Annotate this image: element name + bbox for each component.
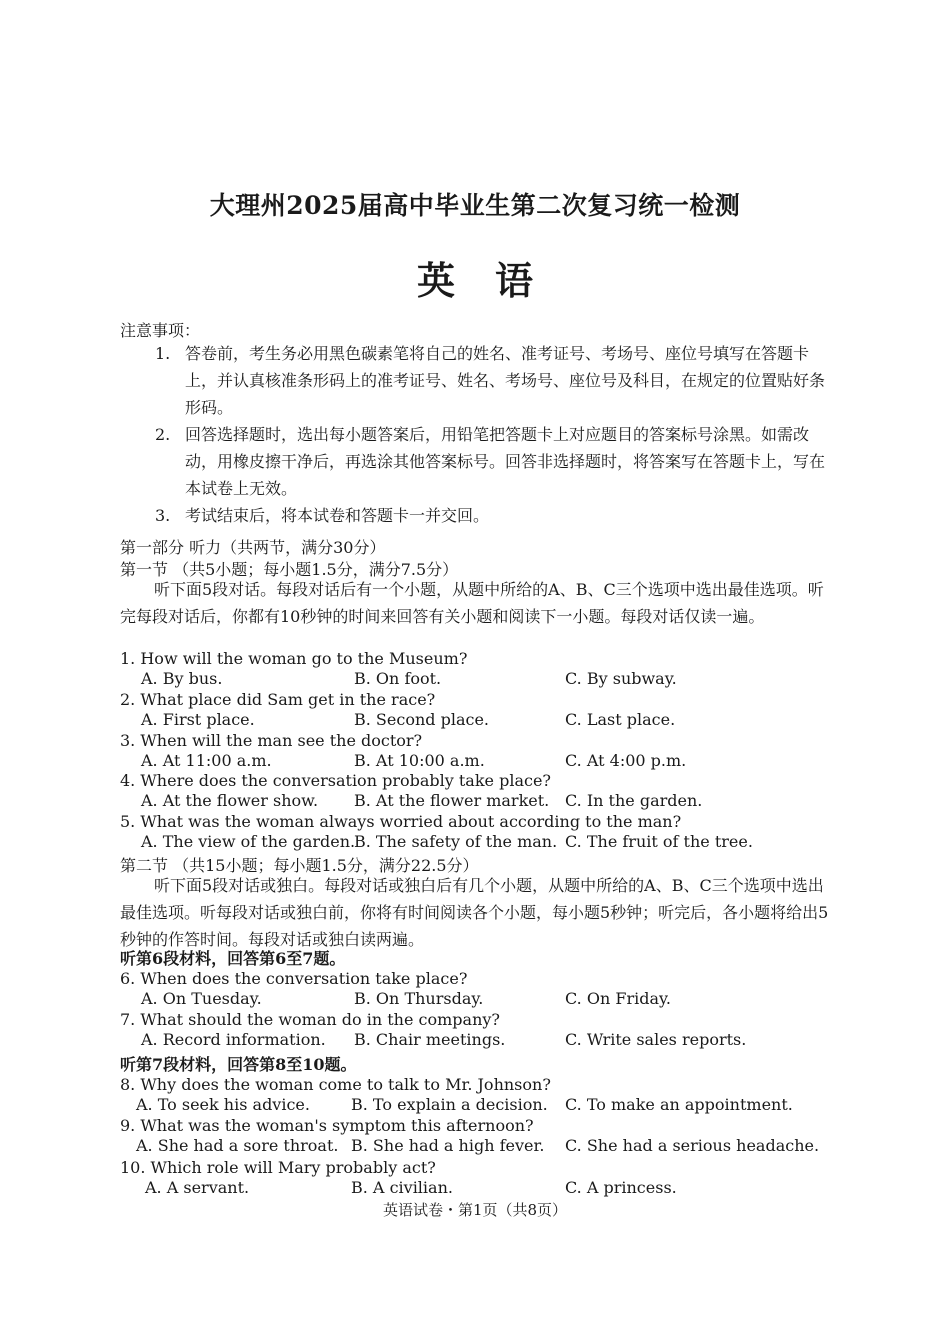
option-a: A. She had a sore throat. (136, 1136, 339, 1155)
option-c: C. Last place. (565, 710, 676, 729)
material-7-heading: 听第7段材料，回答第8至10题。 (120, 1055, 357, 1074)
question-8: 8. Why does the woman come to talk to Mr. Johnson? (120, 1075, 551, 1094)
notice-number: 1. (155, 344, 171, 363)
question-5: 5. What was the woman always worried about according to the man? (120, 812, 682, 831)
question-2: 2. What place did Sam get in the race? (120, 690, 436, 709)
option-a: A. The view of the garden. (141, 832, 356, 851)
option-c: C. On Friday. (565, 989, 671, 1008)
option-c: C. The fruit of the tree. (565, 832, 753, 851)
section2-instructions: 听下面5段对话或独白。每段对话或独白后有几个小题，从题中所给的A、B、C三个选项中选出最佳选项。听每段对话或独白前，你将有时间阅读各个小题，每小题5秒钟；听完后，各小题将给出5秒钟的作答时间。每段对话或独白读两遍。 (120, 876, 829, 949)
notice-item (155, 502, 835, 529)
notice-text: 答卷前，考生务必用黑色碳素笔将自己的姓名、准考证号、考场号、座位号填写在答题卡上，并认真核准条形码上的准考证号、姓名、考场号、座位号及科目，在规定的位置贴好条形码。 (185, 344, 826, 417)
option-c: C. To make an appointment. (565, 1095, 793, 1114)
question-7: 7. What should the woman do in the company? (120, 1010, 500, 1029)
option-a: A. First place. (141, 710, 255, 729)
question-10: 10. Which role will Mary probably act? (120, 1158, 436, 1177)
option-c: C. A princess. (565, 1178, 677, 1197)
option-a: A. A servant. (145, 1178, 250, 1197)
question-6: 6. When does the conversation take place? (120, 969, 468, 988)
question-4: 4. Where does the conversation probably take place? (120, 771, 551, 790)
part1-heading: 第一部分 听力（共两节，满分30分） (120, 538, 386, 557)
option-a: A. On Tuesday. (141, 989, 262, 1008)
option-a: A. Record information. (141, 1030, 326, 1049)
option-a: A. At the flower show. (141, 791, 319, 810)
notice-item (155, 421, 835, 502)
notice-text: 回答选择题时，选出每小题答案后，用铅笔把答题卡上对应题目的答案标号涂黑。如需改动，用橡皮擦干净后，再选涂其他答案标号。回答非选择题时，将答案写在答题卡上，写在本试卷上无效。 (185, 425, 826, 498)
option-c: C. She had a serious headache. (565, 1136, 820, 1155)
section1-heading: 第一节 （共5小题；每小题1.5分，满分7.5分） (120, 560, 459, 579)
notice-item (155, 340, 835, 421)
section2-heading: 第二节 （共15小题；每小题1.5分，满分22.5分） (120, 856, 479, 875)
notice-number: 2. (155, 425, 171, 444)
option-b: B. The safety of the man. (354, 832, 558, 851)
option-c: C. Write sales reports. (565, 1030, 747, 1049)
option-b: B. Chair meetings. (354, 1030, 506, 1049)
subject-title: 英语 (416, 258, 573, 303)
page-footer: 英语试卷・第1页（共8页） (382, 1201, 568, 1219)
option-a: A. At 11:00 a.m. (141, 751, 272, 770)
material-6-heading: 听第6段材料，回答第6至7题。 (120, 949, 346, 968)
question-9: 9. What was the woman's symptom this afternoon? (120, 1116, 534, 1135)
notice-text: 考试结束后，将本试卷和答题卡一并交回。 (185, 506, 490, 525)
option-a: A. To seek his advice. (136, 1095, 310, 1114)
option-a: A. By bus. (141, 669, 223, 688)
option-c: C. By subway. (565, 669, 677, 688)
option-b: B. A civilian. (351, 1178, 453, 1197)
notice-number: 3. (155, 506, 171, 525)
option-b: B. To explain a decision. (351, 1095, 548, 1114)
notice-heading: 注意事项： (120, 321, 201, 340)
option-b: B. Second place. (354, 710, 489, 729)
question-1: 1. How will the woman go to the Museum? (120, 649, 468, 668)
option-c: C. At 4:00 p.m. (565, 751, 687, 770)
option-b: B. At 10:00 a.m. (354, 751, 485, 770)
exam-title: 大理州2025届高中毕业生第二次复习统一检测 (209, 191, 741, 220)
option-b: B. On Thursday. (354, 989, 484, 1008)
section1-instructions: 听下面5段对话。每段对话后有一个小题，从题中所给的A、B、C三个选项中选出最佳选项。听完每段对话后，你都有10秒钟的时间来回答有关小题和阅读下一小题。每段对话仅读一遍。 (120, 580, 824, 626)
option-b: B. At the flower market. (354, 791, 550, 810)
option-b: B. She had a high fever. (351, 1136, 545, 1155)
option-b: B. On foot. (354, 669, 442, 688)
question-3: 3. When will the man see the doctor? (120, 731, 423, 750)
option-c: C. In the garden. (565, 791, 703, 810)
